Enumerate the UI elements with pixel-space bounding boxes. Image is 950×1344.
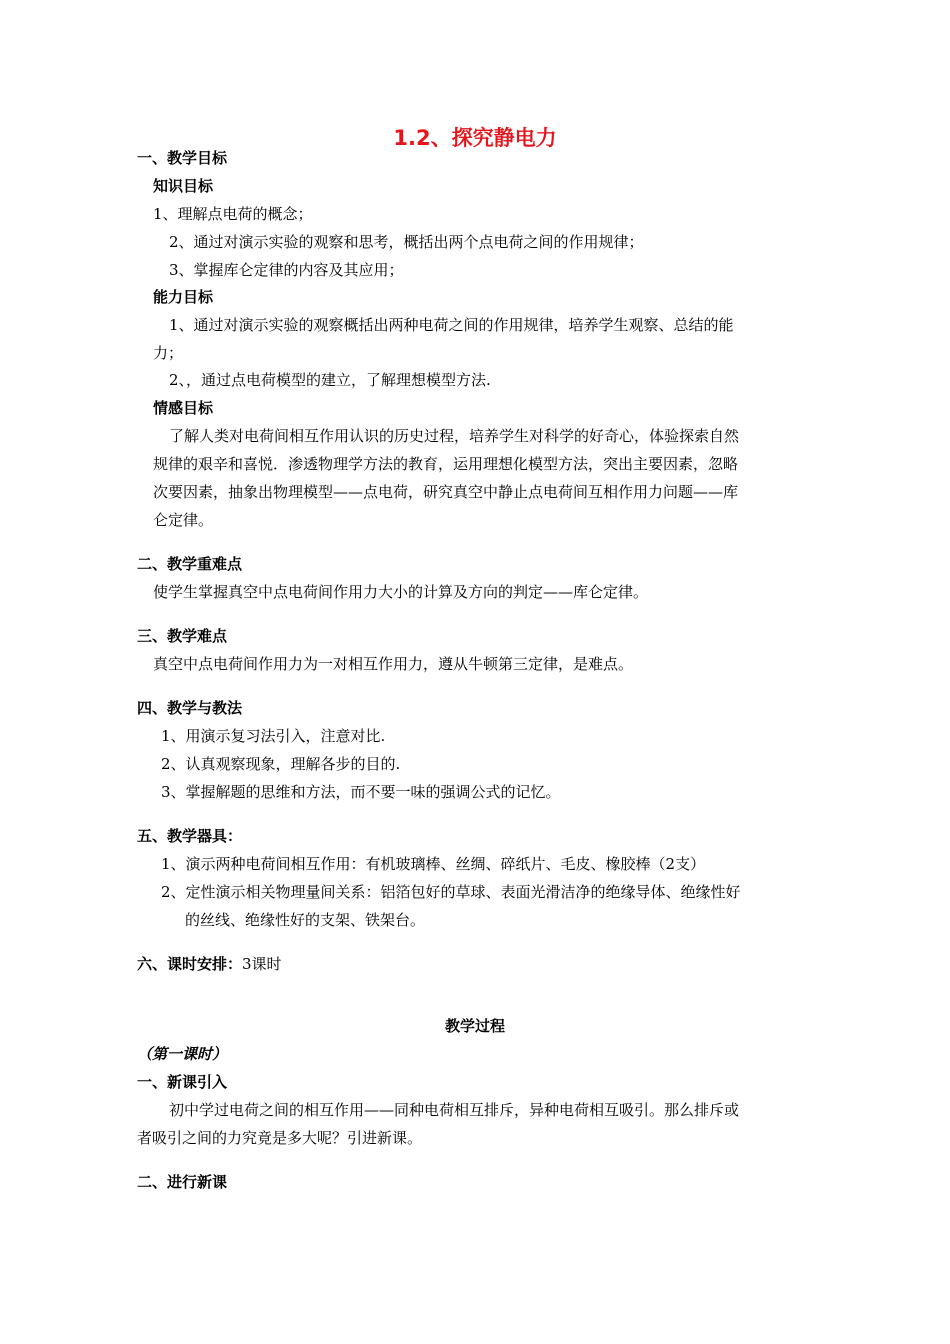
equipment-item-2-line-1: 2、定性演示相关物理量间关系：铝箔包好的草球、表面光滑洁净的绝缘导体、绝缘性好 [161,883,741,901]
emotion-line-1: 了解人类对电荷间相互作用认识的历史过程，培养学生对科学的好奇心，体验探索自然 [169,427,740,445]
schedule-value: 3课时 [242,955,282,973]
subheading-knowledge: 知识目标 [153,177,214,195]
knowledge-item-1: 1、理解点电荷的概念； [153,205,313,223]
section-heading-new-lesson: 二、进行新课 [137,1173,228,1191]
equipment-item-1: 1、演示两种电荷间相互作用：有机玻璃棒、丝绸、碎纸片、毛皮、橡胶棒（2支） [161,855,706,873]
knowledge-item-2: 2、通过对演示实验的观察和思考，概括出两个点电荷之间的作用规律； [169,233,644,251]
intro-line-1: 初中学过电荷之间的相互作用——同种电荷相互排斥，异种电荷相互吸引。那么排斥或 [169,1101,740,1119]
knowledge-item-3: 3、掌握库仑定律的内容及其应用； [169,261,404,279]
section-heading-difficulties: 三、教学难点 [137,627,228,645]
schedule-line [137,954,282,974]
emotion-line-4: 仑定律。 [153,511,214,529]
process-heading: 教学过程 [444,1017,505,1035]
key-points-text: 使学生掌握真空中点电荷间作用力大小的计算及方向的判定——库仑定律。 [153,583,649,601]
methods-item-3: 3、掌握解题的思维和方法，而不要一味的强调公式的记忆。 [161,783,561,801]
period-label: （第一课时） [137,1045,228,1063]
section-heading-methods: 四、教学与教法 [137,699,243,717]
section-heading-objectives: 一、教学目标 [137,149,228,167]
emotion-line-3: 次要因素，抽象出物理模型——点电荷，研究真空中静止点电荷间互相作用力问题——库 [153,483,739,501]
ability-item-1-line-2: 力； [153,344,184,362]
subheading-emotion: 情感目标 [153,399,214,417]
section-heading-equipment: 五、教学器具： [137,827,243,845]
emotion-line-2: 规律的艰辛和喜悦．渗透物理学方法的教育，运用理想化模型方法，突出主要因素，忽略 [153,455,739,473]
ability-item-2: 2、，通过点电荷模型的建立，了解理想模型方法. [169,371,491,389]
methods-item-1: 1、用演示复习法引入，注意对比. [161,727,386,745]
section-heading-key-points: 二、教学重难点 [137,555,243,573]
difficulties-text: 真空中点电荷间作用力为一对相互作用力，遵从牛顿第三定律，是难点。 [153,655,634,673]
section-heading-schedule: 六、课时安排： [137,955,243,973]
intro-line-2: 者吸引之间的力究竟是多大呢？引进新课。 [137,1129,423,1147]
ability-item-1-line-1: 1、通过对演示实验的观察概括出两种电荷之间的作用规律，培养学生观察、总结的能 [169,316,734,334]
subheading-ability: 能力目标 [153,288,214,306]
equipment-item-2-line-2: 的丝线、绝缘性好的支架、铁架台。 [185,911,426,929]
section-heading-intro: 一、新课引入 [137,1073,228,1091]
document-title: 1.2、探究静电力 [393,126,557,150]
methods-item-2: 2、认真观察现象，理解各步的目的. [161,755,401,773]
